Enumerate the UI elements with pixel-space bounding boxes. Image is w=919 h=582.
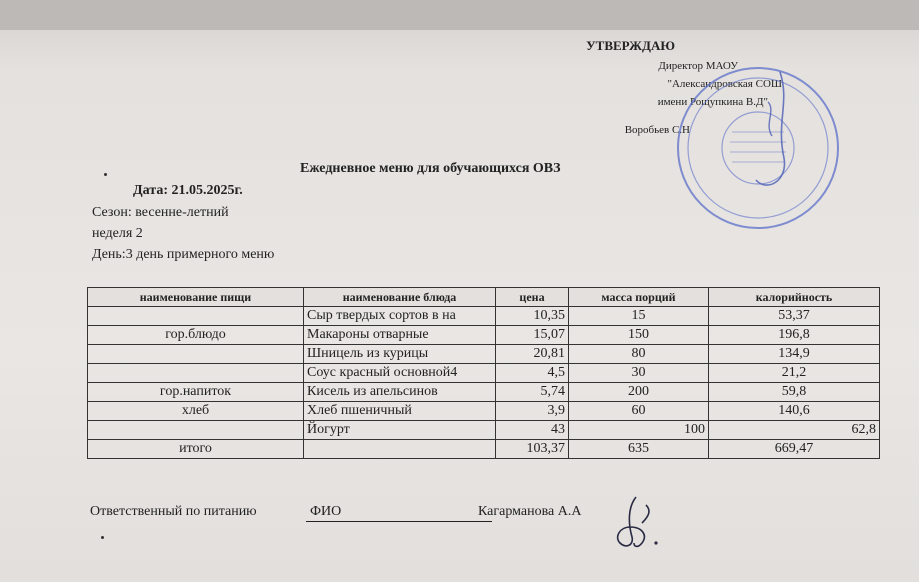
table-row — [88, 383, 880, 402]
fio-label: ФИО — [310, 504, 342, 519]
responsible-label: Ответственный по питанию — [90, 504, 257, 519]
menu-week: неделя 2 — [92, 226, 143, 241]
approval-signer: Воробьев С.Н — [624, 124, 690, 136]
table-header-row — [88, 288, 880, 307]
row-calories: 669,47 — [709, 440, 880, 459]
table-row — [88, 307, 880, 326]
col-header-food: наименование пищи — [88, 288, 304, 307]
row-category — [88, 307, 304, 326]
document-title: Ежедневное меню для обучающихся ОВЗ — [300, 161, 561, 176]
scan-edge — [0, 0, 919, 30]
row-category — [88, 345, 304, 364]
menu-season: Сезон: весенне-летний — [92, 205, 229, 220]
row-dish: Макароны отварные — [304, 326, 496, 345]
row-price: 3,9 — [496, 402, 569, 421]
row-calories: 53,37 — [709, 307, 880, 326]
row-dish: Кисель из апельсинов — [304, 383, 496, 402]
col-header-dish: наименование блюда — [304, 288, 496, 307]
table-row — [88, 402, 880, 421]
signature-icon — [606, 493, 670, 553]
row-mass: 635 — [569, 440, 709, 459]
row-price: 103,37 — [496, 440, 569, 459]
approval-title: УТВЕРЖДАЮ — [586, 38, 675, 53]
row-mass: 80 — [569, 345, 709, 364]
menu-day: День:3 день примерного меню — [92, 247, 275, 262]
row-category — [88, 421, 304, 440]
row-dish: Хлеб пшеничный — [304, 402, 496, 421]
table-row — [88, 345, 880, 364]
menu-table — [87, 287, 880, 459]
row-dish: Йогурт — [304, 421, 496, 440]
row-category: итого — [88, 440, 304, 459]
row-category: хлеб — [88, 402, 304, 421]
row-dish: Шницель из курицы — [304, 345, 496, 364]
row-dish: Сыр твердых сортов в на — [304, 307, 496, 326]
row-category — [88, 364, 304, 383]
table-row — [88, 364, 880, 383]
responsible-name: Кагарманова А.А — [478, 504, 582, 519]
row-price: 5,74 — [496, 383, 569, 402]
row-mass: 150 — [569, 326, 709, 345]
approval-school: "Александровская СОШ — [667, 78, 782, 90]
approval-director: Директор МАОУ — [658, 60, 738, 72]
row-mass: 100 — [569, 421, 709, 440]
row-dish — [304, 440, 496, 459]
row-category: гор.блюдо — [88, 326, 304, 345]
row-price: 4,5 — [496, 364, 569, 383]
row-price: 20,81 — [496, 345, 569, 364]
col-header-price: цена — [496, 288, 569, 307]
table-total-row — [88, 440, 880, 459]
row-calories: 134,9 — [709, 345, 880, 364]
row-category: гор.напиток — [88, 383, 304, 402]
school-stamp-icon — [672, 62, 844, 234]
col-header-calories: калорийность — [709, 288, 880, 307]
row-price: 15,07 — [496, 326, 569, 345]
fio-underline — [306, 521, 492, 522]
row-calories: 140,6 — [709, 402, 880, 421]
menu-date: Дата: 21.05.2025г. — [133, 183, 243, 198]
row-calories: 21,2 — [709, 364, 880, 383]
scan-dot — [104, 173, 107, 176]
row-calories: 62,8 — [709, 421, 880, 440]
row-mass: 30 — [569, 364, 709, 383]
table-row — [88, 326, 880, 345]
row-price: 10,35 — [496, 307, 569, 326]
row-calories: 196,8 — [709, 326, 880, 345]
row-dish: Соус красный основной4 — [304, 364, 496, 383]
approval-school-name: имени Рощупкина В.Д" — [657, 96, 768, 108]
scan-dot — [101, 536, 104, 539]
row-mass: 60 — [569, 402, 709, 421]
table-row — [88, 421, 880, 440]
row-mass: 15 — [569, 307, 709, 326]
row-price: 43 — [496, 421, 569, 440]
row-calories: 59,8 — [709, 383, 880, 402]
row-mass: 200 — [569, 383, 709, 402]
col-header-mass: масса порций — [569, 288, 709, 307]
